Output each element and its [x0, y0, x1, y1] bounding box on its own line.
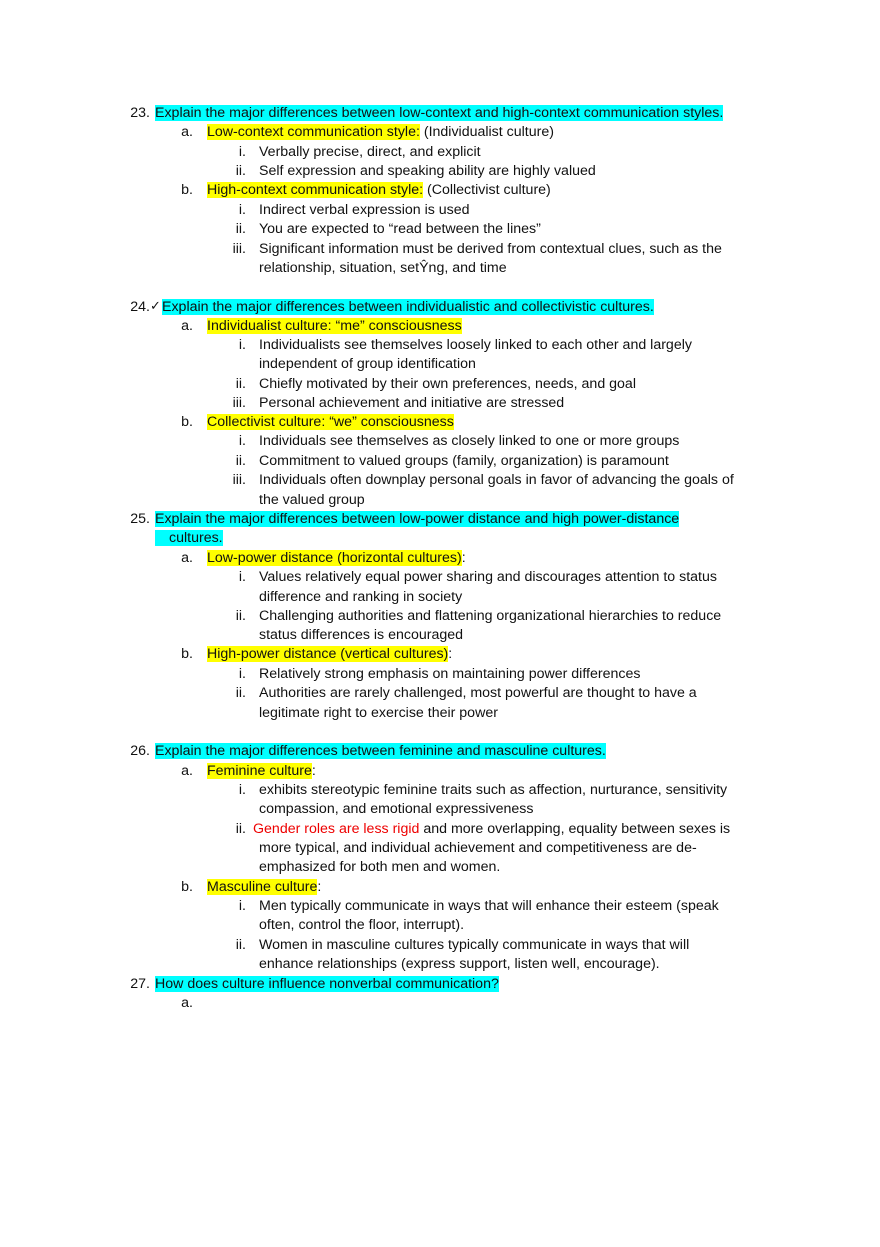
list-item: Significant information must be derived from contextual clues, such as the [259, 241, 722, 257]
list-item: Personal achievement and initiative are stressed [259, 395, 565, 411]
list-marker: iii. [232, 472, 246, 488]
list-marker: ii. [235, 821, 246, 837]
highlighted-label: High-power distance (vertical cultures) [207, 646, 449, 662]
list-marker: a. [181, 124, 193, 140]
list-item: Individuals see themselves as closely linked to one or more groups [259, 433, 680, 449]
list-item-continuation: the valued group [259, 492, 365, 508]
label-suffix: : [311, 763, 316, 779]
list-item: Women in masculine cultures typically communicate in ways that will [259, 937, 690, 953]
highlighted-label: Feminine culture [207, 763, 312, 779]
list-item: You are expected to “read between the lines” [259, 221, 541, 237]
list-marker: i. [238, 666, 246, 682]
question-number: 26. [130, 743, 150, 759]
list-item: Authorities are rarely challenged, most powerful are thought to have a [259, 685, 697, 701]
question-23-heading [155, 104, 723, 123]
list-item: Chiefly motivated by their own preferences, needs, and goal [259, 376, 636, 392]
note-text: (Collectivist culture) [423, 182, 551, 198]
question-text: Explain the major differences between low-context and high-context communication styles. [155, 105, 724, 121]
list-item [253, 820, 730, 839]
list-item: Challenging authorities and flattening organizational hierarchies to reduce [259, 608, 722, 624]
subheading-feminine [207, 762, 316, 781]
highlighted-label: Collectivist culture: “we” consciousness [207, 414, 454, 430]
list-item-continuation: difference and ranking in society [259, 589, 463, 605]
list-marker: i. [238, 202, 246, 218]
list-marker: iii. [232, 395, 246, 411]
list-marker: a. [181, 763, 193, 779]
question-text: Explain the major differences between low-power distance and high power-distance [155, 511, 680, 527]
highlighted-label: High-context communication style: [207, 182, 424, 198]
list-marker: b. [181, 414, 193, 430]
list-item: Relatively strong emphasis on maintaining power differences [259, 666, 641, 682]
list-item: Values relatively equal power sharing and discourages attention to status [259, 569, 717, 585]
question-text: Explain the major differences between feminine and masculine cultures. [155, 743, 606, 759]
subheading-high-power [207, 645, 452, 664]
list-item-continuation: status differences is encouraged [259, 627, 464, 643]
question-text: Explain the major differences between individualistic and collectivistic cultures. [162, 299, 654, 315]
list-marker: ii. [235, 221, 246, 237]
subheading-low-power [207, 549, 466, 568]
list-item-continuation: enhance relationships (express support, listen well, encourage). [259, 956, 660, 972]
subheading-masculine [207, 878, 321, 897]
list-marker: i. [238, 337, 246, 353]
highlighted-label: Low-power distance (horizontal cultures) [207, 550, 462, 566]
list-item-continuation: emphasized for both men and women. [259, 859, 501, 875]
question-number: 23. [130, 105, 150, 121]
subheading-low-context [207, 123, 554, 142]
list-marker: ii. [235, 163, 246, 179]
list-item-continuation: legitimate right to exercise their power [259, 705, 498, 721]
highlighted-label: Individualist culture: “me” consciousness [207, 318, 462, 334]
question-number: 24. [130, 299, 150, 315]
list-item: Indirect verbal expression is used [259, 202, 470, 218]
question-27-heading [155, 975, 499, 994]
question-25-heading [155, 510, 679, 529]
subheading-individualist [207, 317, 462, 336]
list-item-continuation: often, control the floor, interrupt). [259, 917, 465, 933]
list-marker: ii. [235, 608, 246, 624]
question-text: cultures. [155, 530, 223, 546]
list-marker: i. [238, 569, 246, 585]
list-item: Verbally precise, direct, and explicit [259, 144, 481, 160]
highlighted-label: Masculine culture [207, 879, 318, 895]
list-item-continuation: compassion, and emotional expressiveness [259, 801, 534, 817]
note-text: (Individualist culture) [419, 124, 554, 140]
label-suffix: : [448, 646, 453, 662]
question-number: 27. [130, 976, 150, 992]
list-item: Self expression and speaking ability are highly valued [259, 163, 596, 179]
list-marker: b. [181, 182, 193, 198]
red-emphasis-text: Gender roles are less rigid [253, 821, 420, 837]
subheading-high-context [207, 181, 551, 200]
list-marker: ii. [235, 453, 246, 469]
list-item: Individualists see themselves loosely linked to each other and largely [259, 337, 692, 353]
question-26-heading [155, 742, 606, 761]
question-24-heading [162, 298, 654, 317]
list-marker: a. [181, 550, 193, 566]
highlighted-label: Low-context communication style: [207, 124, 420, 140]
question-text: How does culture influence nonverbal communication? [155, 976, 499, 992]
list-marker: iii. [232, 241, 246, 257]
list-marker: ii. [235, 937, 246, 953]
list-item-continuation: relationship, situation, setŶng, and time [259, 260, 507, 276]
list-marker: ii. [235, 376, 246, 392]
list-marker: b. [181, 879, 193, 895]
list-item-text: and more overlapping, equality between sexes is [419, 821, 731, 837]
label-suffix: : [317, 879, 322, 895]
list-item: Commitment to valued groups (family, organization) is paramount [259, 453, 669, 469]
checkmark-icon: ✓ [150, 299, 161, 314]
list-item: Men typically communicate in ways that will enhance their esteem (speak [259, 898, 719, 914]
list-marker: i. [238, 144, 246, 160]
list-item: exhibits stereotypic feminine traits such as affection, nurturance, sensitivity [259, 782, 728, 798]
list-marker: b. [181, 646, 193, 662]
list-marker: i. [238, 782, 246, 798]
list-marker: a. [181, 995, 193, 1011]
list-item-continuation: more typical, and individual achievement and competitiveness are de- [259, 840, 697, 856]
list-marker: a. [181, 318, 193, 334]
list-marker: i. [238, 898, 246, 914]
list-marker: i. [238, 433, 246, 449]
list-marker: ii. [235, 685, 246, 701]
label-suffix: : [461, 550, 466, 566]
list-item: Individuals often downplay personal goals in favor of advancing the goals of [259, 472, 734, 488]
question-number: 25. [130, 511, 150, 527]
subheading-collectivist [207, 413, 454, 432]
list-item-continuation: independent of group identification [259, 356, 476, 372]
question-25-heading-continuation [155, 529, 223, 548]
